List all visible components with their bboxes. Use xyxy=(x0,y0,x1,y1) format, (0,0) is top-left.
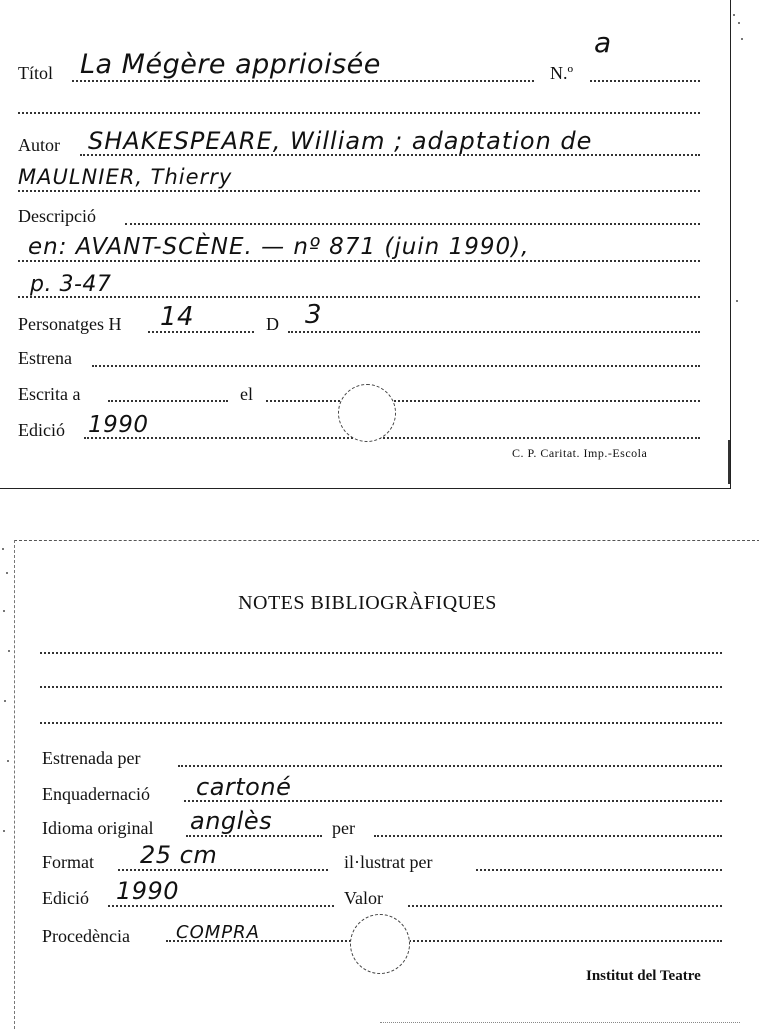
institution-name: Institut del Teatre xyxy=(586,968,701,984)
characters-label: Personatges H xyxy=(18,314,122,334)
premiere-dotted-line xyxy=(92,365,700,367)
written-on-dotted-line xyxy=(266,400,700,402)
illustrated-by-label: il·lustrat per xyxy=(344,852,433,872)
description-dotted-line-3 xyxy=(18,296,700,298)
description-value-line2: p. 3-47 xyxy=(30,272,112,297)
author-dotted-line-2 xyxy=(18,190,700,192)
title-dotted-line xyxy=(72,80,534,82)
value-dotted-line xyxy=(408,905,722,907)
author-dotted-line xyxy=(80,154,700,156)
scan-speck xyxy=(741,38,743,40)
women-label: D xyxy=(266,314,279,334)
scan-speck xyxy=(4,700,6,702)
scan-speck xyxy=(736,300,738,302)
edition-dotted-line xyxy=(84,437,700,439)
punch-hole-icon xyxy=(350,914,410,974)
bibliographic-notes-heading: NOTES BIBLIOGRÀFIQUES xyxy=(238,592,497,614)
notes-dotted-line-3 xyxy=(40,722,722,724)
edition-label: Edició xyxy=(18,420,65,440)
number-value: a xyxy=(594,26,612,59)
scan-speck xyxy=(2,548,4,550)
origin-dotted-line xyxy=(166,940,722,942)
scan-speck xyxy=(3,830,5,832)
original-language-dotted-line xyxy=(186,835,322,837)
author-value-line1: SHAKESPEARE, William ; adaptation de xyxy=(88,127,593,155)
printer-credit: C. P. Caritat. Imp.-Escola xyxy=(512,446,648,460)
binding-value: cartoné xyxy=(196,773,292,801)
card-edge xyxy=(728,440,730,484)
author-label: Autor xyxy=(18,135,60,155)
back-edition-label: Edició xyxy=(42,888,89,908)
title-value: La Mégère apprioisée xyxy=(80,49,381,80)
title-label: Títol xyxy=(18,63,53,83)
scan-speck xyxy=(7,760,9,762)
punch-hole-icon xyxy=(338,384,396,442)
premiered-by-label: Estrenada per xyxy=(42,748,141,768)
notes-dotted-line-2 xyxy=(40,686,722,688)
description-value-line1: en: AVANT-SCÈNE. — nº 871 (juin 1990), xyxy=(28,234,530,260)
binding-label: Enquadernació xyxy=(42,784,150,804)
format-value: 25 cm xyxy=(140,841,218,869)
women-dotted-line xyxy=(288,331,700,333)
premiere-label: Estrena xyxy=(18,348,72,368)
number-label: N.º xyxy=(550,63,574,83)
origin-value: COMPRA xyxy=(176,922,260,943)
format-label: Format xyxy=(42,852,94,872)
written-in-dotted-line xyxy=(108,400,228,402)
by-label: per xyxy=(332,818,355,838)
written-in-label: Escrita a xyxy=(18,384,81,404)
original-language-value: anglès xyxy=(190,807,273,835)
value-label: Valor xyxy=(344,888,383,908)
description-dotted-line-2 xyxy=(18,260,700,262)
author-value-line2: MAULNIER, Thierry xyxy=(18,165,233,189)
description-dotted-line xyxy=(125,223,700,225)
written-on-label: el xyxy=(240,384,253,404)
by-dotted-line xyxy=(374,835,722,837)
notes-dotted-line-1 xyxy=(40,652,722,654)
illustrated-by-dotted-line xyxy=(476,869,722,871)
format-dotted-line xyxy=(118,869,328,871)
title-extra-line xyxy=(18,112,700,114)
back-edition-dotted-line xyxy=(108,905,334,907)
edition-value: 1990 xyxy=(88,412,149,438)
number-dotted-line xyxy=(590,80,700,82)
original-language-label: Idioma original xyxy=(42,818,154,838)
description-label: Descripció xyxy=(18,206,96,226)
women-count-value: 3 xyxy=(305,300,323,330)
binding-dotted-line xyxy=(184,800,722,802)
scan-speck xyxy=(8,650,10,652)
scan-speck xyxy=(6,572,8,574)
back-edition-value: 1990 xyxy=(116,877,180,905)
scan-edge-line xyxy=(380,1022,740,1023)
scan-speck xyxy=(733,14,735,16)
men-count-value: 14 xyxy=(160,302,195,332)
origin-label: Procedència xyxy=(42,926,130,946)
scan-speck xyxy=(738,22,740,24)
premiered-by-dotted-line xyxy=(178,765,722,767)
men-dotted-line xyxy=(148,331,254,333)
